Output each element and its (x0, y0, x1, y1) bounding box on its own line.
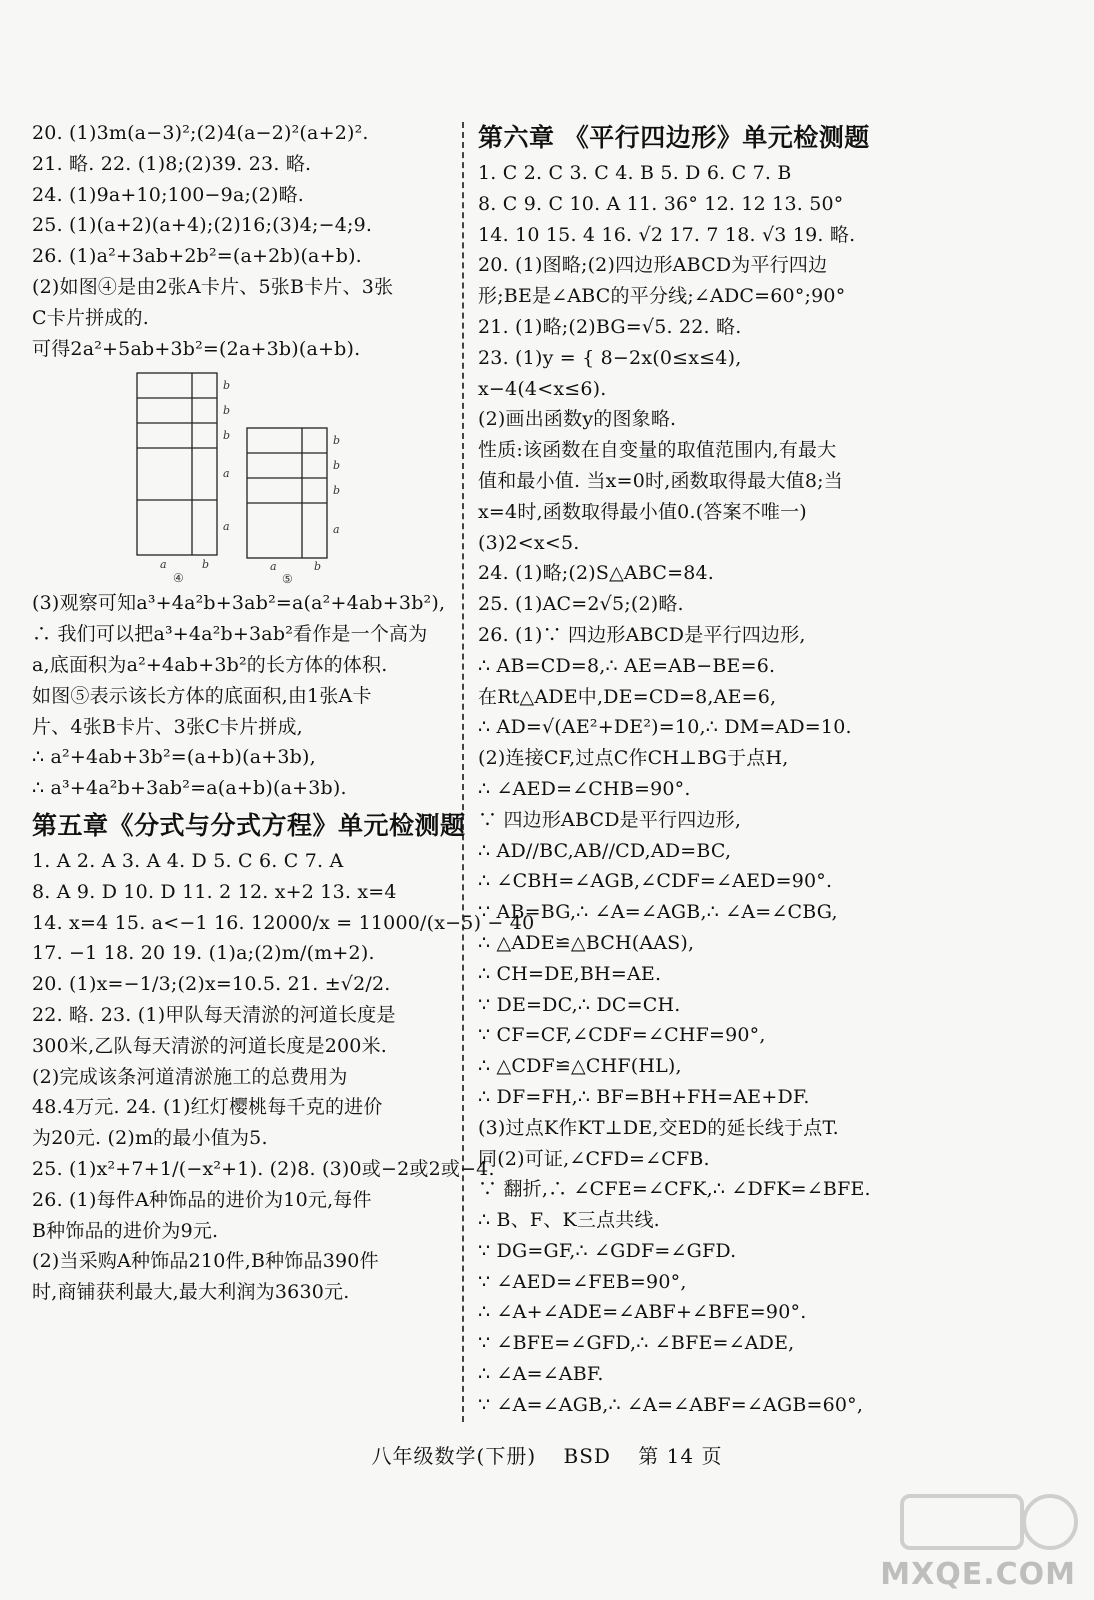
figure-4 (137, 373, 217, 555)
footer-page: 第 14 页 (638, 1444, 723, 1468)
fig4-label: ④ (173, 571, 184, 586)
answer-line: ∵ AB=BG,∴ ∠A=∠AGB,∴ ∠A=∠CBG, (478, 901, 838, 924)
answer-line: 同(2)可证,∠CFD=∠CFB. (478, 1147, 710, 1170)
answer-line: x−4(4<x≤6). (478, 377, 607, 400)
fig4-bottom-label: a (160, 558, 167, 572)
answer-line: 14. 10 15. 4 16. √2 17. 7 18. √3 19. 略. (478, 223, 856, 246)
watermark-text: MXQE.COM (880, 1557, 1076, 1592)
chapter5-title: 第五章《分式与分式方程》单元检测题 (32, 810, 466, 840)
answer-line: (2)当采购A种饰品210件,B种饰品390件 (32, 1250, 379, 1273)
column-divider (462, 122, 464, 1422)
answer-line: 值和最小值. 当x=0时,函数取得最大值8;当 (478, 469, 843, 492)
answer-line: ∴ AB=CD=8,∴ AE=AB−BE=6. (478, 654, 776, 677)
answer-line: 22. 略. 23. (1)甲队每天清淤的河道长度是 (32, 1003, 396, 1026)
answer-line: ∴ AD//BC,AB//CD,AD=BC, (478, 839, 732, 862)
answer-line: (2)如图④是由2张A卡片、5张B卡片、3张 (32, 275, 394, 298)
answer-line: C卡片拼成的. (32, 306, 149, 329)
answer-line: x=4时,函数取得最小值0.(答案不唯一) (478, 500, 807, 523)
answer-line: 300米,乙队每天清淤的河道长度是200米. (32, 1034, 388, 1057)
answer-line: (3)过点K作KT⊥DE,交ED的延长线于点T. (478, 1116, 839, 1139)
answer-line: ∴ a³+4a²b+3ab²=a(a+b)(a+3b). (32, 777, 347, 800)
card-tiling-figures (32, 368, 372, 586)
answer-line: 25. (1)AC=2√5;(2)略. (478, 593, 684, 616)
answer-line: 25. (1)(a+2)(a+4);(2)16;(3)4;−4;9. (32, 214, 373, 237)
answers-chapter6 (478, 158, 903, 1421)
answer-line: 26. (1)∵ 四边形ABCD是平行四边形, (478, 623, 806, 646)
answer-line: ∵ 翻折,∴ ∠CFE=∠CFK,∴ ∠DFK=∠BFE. (478, 1178, 871, 1201)
answer-line: 片、4张B卡片、3张C卡片拼成, (32, 715, 303, 738)
footer-edition: BSD (563, 1444, 611, 1468)
answer-line: 在Rt△ADE中,DE=CD=8,AE=6, (478, 685, 777, 708)
answer-line: ∵ ∠AED=∠FEB=90°, (478, 1270, 687, 1293)
answer-line: ∴ ∠CBH=∠AGB,∠CDF=∠AED=90°. (478, 870, 833, 893)
fig5-side-label: b (333, 484, 341, 498)
fig5-side-label: b (333, 459, 341, 473)
answer-line: 20. (1)x=−1/3;(2)x=10.5. 21. ±√2/2. (32, 973, 391, 996)
answer-line: ∴ 我们可以把a³+4a²b+3ab²看作是一个高为 (32, 623, 428, 646)
answer-line: (2)画出函数y的图象略. (478, 408, 677, 431)
answer-line: 8. C 9. C 10. A 11. 36° 12. 12 13. 50° (478, 192, 844, 215)
answer-line: 17. −1 18. 20 19. (1)a;(2)m/(m+2). (32, 942, 375, 965)
fig5-side-label: b (333, 434, 341, 448)
answer-line: ∴ B、F、K三点共线. (478, 1209, 660, 1232)
answer-line: 20. (1)3m(a−3)²;(2)4(a−2)²(a+2)². (32, 122, 369, 144)
answer-line: B种饰品的进价为9元. (32, 1219, 219, 1242)
answer-line: ∴ AD=√(AE²+DE²)=10,∴ DM=AD=10. (478, 716, 852, 739)
chapter6-title: 第六章 《平行四边形》单元检测题 (478, 123, 870, 152)
answer-line: ∵ ∠BFE=∠GFD,∴ ∠BFE=∠ADE, (478, 1332, 795, 1355)
answer-line: 时,商铺获利最大,最大利润为3630元. (32, 1281, 350, 1304)
answer-line: 1. A 2. A 3. A 4. D 5. C 6. C 7. A (32, 849, 344, 872)
fig4-side-label: a (223, 467, 230, 481)
answer-line: ∴ a²+4ab+3b²=(a+b)(a+3b), (32, 746, 316, 769)
answer-line: a,底面积为a²+4ab+3b²的长方体的体积. (32, 653, 388, 676)
answer-line: (2)连接CF,过点C作CH⊥BG于点H, (478, 747, 789, 770)
answer-line: ∵ DG=GF,∴ ∠GDF=∠GFD. (478, 1239, 737, 1262)
footer-book: 八年级数学(下册) (371, 1444, 537, 1468)
answer-line: (3)2<x<5. (478, 531, 580, 554)
answer-line: ∵ 四边形ABCD是平行四边形, (478, 808, 742, 831)
page-footer (0, 1440, 1094, 1469)
answer-line: 20. (1)图略;(2)四边形ABCD为平行四边 (478, 254, 828, 277)
answer-line: 如图⑤表示该长方体的底面积,由1张A卡 (32, 684, 372, 707)
fig4-bottom-label: b (202, 558, 210, 572)
answer-line: 14. x=4 15. a<−1 16. 12000/x = 11000/(x−5) − 40 (32, 911, 535, 934)
fig4-side-label: b (223, 404, 231, 418)
answer-line: 26. (1)每件A种饰品的进价为10元,每件 (32, 1188, 372, 1211)
answer-line: ∴ ∠A+∠ADE=∠ABF+∠BFE=90°. (478, 1301, 807, 1324)
fig5-label: ⑤ (282, 572, 293, 587)
answer-line: 1. C 2. C 3. C 4. B 5. D 6. C 7. B (478, 162, 792, 184)
answer-line: (2)完成该条河道清淤施工的总费用为 (32, 1065, 348, 1088)
answer-line: ∴ ∠A=∠ABF. (478, 1363, 604, 1386)
fig4-side-label: b (223, 429, 231, 443)
answer-line: 24. (1)9a+10;100−9a;(2)略. (32, 183, 305, 206)
answer-line: 24. (1)略;(2)S△ABC=84. (478, 562, 715, 585)
answer-line: ∴ DF=FH,∴ BF=BH+FH=AE+DF. (478, 1085, 810, 1108)
fig5-bottom-label: a (270, 560, 277, 574)
answers-chapter4-part2 (32, 588, 452, 804)
fig4-side-label: b (223, 379, 231, 393)
answer-line: 形;BE是∠ABC的平分线;∠ADC=60°;90° (478, 285, 846, 308)
answer-line: ∴ CH=DE,BH=AE. (478, 962, 662, 985)
answer-line: 25. (1)x²+7+1/(−x²+1). (2)8. (3)0或−2或2或−4. (32, 1157, 495, 1180)
answer-line: ∵ DE=DC,∴ DC=CH. (478, 993, 681, 1016)
answer-line: 为20元. (2)m的最小值为5. (32, 1127, 268, 1150)
answers-chapter4-part1 (32, 118, 452, 364)
answer-line: ∴ ∠AED=∠CHB=90°. (478, 777, 691, 800)
answer-line: 21. (1)略;(2)BG=√5. 22. 略. (478, 315, 742, 338)
answer-line: 26. (1)a²+3ab+2b²=(a+2b)(a+b). (32, 245, 362, 268)
answers-chapter5 (32, 846, 535, 1308)
fig5-side-label: a (333, 523, 340, 537)
fig4-side-label: a (223, 520, 230, 534)
answer-line: 8. A 9. D 10. D 11. 2 12. x+2 13. x=4 (32, 880, 397, 903)
figure-area (32, 368, 452, 586)
right-column (478, 118, 903, 1421)
fig5-bottom-label: b (314, 560, 322, 574)
answer-line: 性质:该函数在自变量的取值范围内,有最大 (478, 439, 837, 462)
answer-line: 48.4万元. 24. (1)红灯樱桃每千克的进价 (32, 1096, 383, 1119)
answer-line: ∵ ∠A=∠AGB,∴ ∠A=∠ABF=∠AGB=60°, (478, 1393, 864, 1416)
answer-line: ∵ CF=CF,∠CDF=∠CHF=90°, (478, 1024, 766, 1047)
answer-line: 23. (1)y = { 8−2x(0≤x≤4), (478, 346, 742, 369)
figure-5 (247, 428, 327, 558)
answer-line: 可得2a²+5ab+3b²=(2a+3b)(a+b). (32, 337, 361, 360)
answer-line: ∴ △ADE≌△BCH(AAS), (478, 931, 695, 954)
answer-line: 21. 略. 22. (1)8;(2)39. 23. 略. (32, 152, 312, 175)
answer-line: ∴ △CDF≌△CHF(HL), (478, 1055, 682, 1078)
answer-line: (3)观察可知a³+4a²b+3ab²=a(a²+4ab+3b²), (32, 592, 446, 615)
